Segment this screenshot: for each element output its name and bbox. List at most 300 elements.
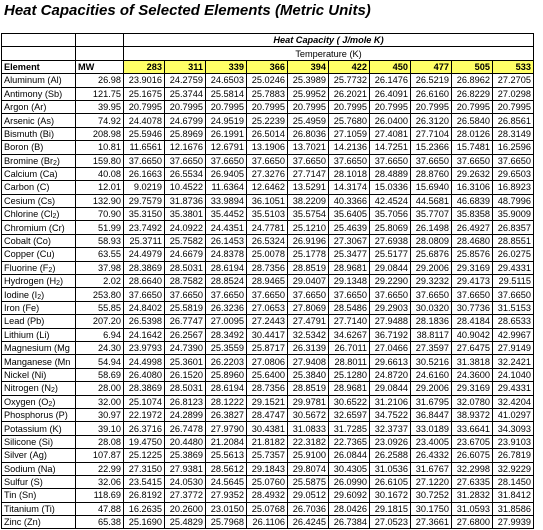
heat-capacity-cell: 27.7147 [288, 167, 329, 180]
heat-capacity-cell: 26.2588 [370, 449, 411, 462]
heat-capacity-cell: 37.6650 [206, 288, 247, 301]
element-name-cell: Sulfur (S) [2, 475, 76, 488]
heat-capacity-cell: 25.7357 [247, 449, 288, 462]
header-blank-cell [76, 34, 124, 47]
heat-capacity-cell: 27.8069 [288, 301, 329, 314]
element-name-cell: Bismuth (Bi) [2, 127, 76, 140]
heat-capacity-cell: 15.7481 [452, 141, 493, 154]
molecular-weight-cell: 107.87 [76, 449, 124, 462]
heat-capacity-cell: 25.8717 [247, 341, 288, 354]
molecular-weight-cell: 22.99 [76, 462, 124, 475]
table-row [2, 395, 534, 408]
heat-capacity-cell: 25.5814 [206, 87, 247, 100]
heat-capacity-cell: 28.8524 [206, 275, 247, 288]
heat-capacity-cell: 31.3818 [452, 355, 493, 368]
element-name-cell: Iodine $(I_2)$ [2, 288, 76, 301]
heat-capacity-cell: 28.9681 [329, 382, 370, 395]
heat-capacity-cell: 35.3150 [124, 208, 165, 221]
heat-capacity-cell: 27.3661 [411, 516, 452, 529]
heat-capacity-cell: 28.5031 [165, 261, 206, 274]
heat-capacity-cell: 46.6839 [452, 194, 493, 207]
heat-capacity-cell: 36.7192 [370, 328, 411, 341]
molecular-weight-cell: 55.85 [76, 301, 124, 314]
element-name-cell: Nickel (Ni) [2, 368, 76, 381]
heat-capacity-cell: 25.8969 [165, 127, 206, 140]
heat-capacity-cell: 29.6503 [493, 167, 534, 180]
heat-capacity-cell: 24.5645 [206, 475, 247, 488]
heat-capacity-cell: 26.7036 [288, 502, 329, 515]
molecular-weight-cell: 74.92 [76, 114, 124, 127]
heat-capacity-cell: 25.3744 [165, 87, 206, 100]
heat-capacity-cell: 37.6650 [411, 154, 452, 167]
heat-capacity-table [1, 33, 534, 529]
heat-capacity-cell: 27.3276 [247, 167, 288, 180]
heat-capacity-cell: 35.7707 [411, 208, 452, 221]
heat-capacity-cell: 29.4331 [493, 382, 534, 395]
heat-capacity-cell: 25.6400 [247, 368, 288, 381]
heat-capacity-cell: 25.3601 [165, 355, 206, 368]
element-name-cell: Aluminum (Al) [2, 74, 76, 87]
molecular-weight-cell: 2.02 [76, 275, 124, 288]
heat-capacity-cell: 25.1778 [288, 248, 329, 261]
heat-capacity-cell: 37.6650 [124, 288, 165, 301]
table-row [2, 449, 534, 462]
heat-capacity-cell: 28.4680 [452, 234, 493, 247]
table-row [2, 368, 534, 381]
heat-capacity-cell: 42.9967 [493, 328, 534, 341]
heat-capacity-cell: 27.0095 [206, 315, 247, 328]
molecular-weight-cell: 37.98 [76, 261, 124, 274]
heat-capacity-cell: 26.5534 [165, 167, 206, 180]
heat-capacity-cell: 38.9372 [452, 408, 493, 421]
heat-capacity-cell: 29.0844 [370, 261, 411, 274]
element-name-cell: Cobalt (Co) [2, 234, 76, 247]
heat-capacity-cell: 37.6650 [493, 288, 534, 301]
table-row [2, 355, 534, 368]
table-row [2, 167, 534, 180]
table-row [2, 382, 534, 395]
heat-capacity-cell: 29.1348 [329, 275, 370, 288]
heat-capacity-cell: 29.8074 [288, 462, 329, 475]
heat-capacity-cell: 11.6364 [206, 181, 247, 194]
heat-capacity-cell: 23.9103 [493, 435, 534, 448]
molecular-weight-cell: 39.95 [76, 100, 124, 113]
heat-capacity-cell: 30.1750 [411, 502, 452, 515]
temperature-column-header: 283 [124, 60, 165, 73]
heat-capacity-cell: 26.0275 [493, 248, 534, 261]
heat-capacity-cell: 27.0653 [247, 301, 288, 314]
heat-capacity-cell: 25.1675 [124, 87, 165, 100]
heat-capacity-cell: 25.7732 [329, 74, 370, 87]
element-name-cell: Antimony (Sb) [2, 87, 76, 100]
heat-capacity-cell: 30.4305 [329, 462, 370, 475]
molecular-weight-cell: 132.90 [76, 194, 124, 207]
heat-capacity-cell: 48.7996 [493, 194, 534, 207]
heat-capacity-cell: 37.6650 [288, 288, 329, 301]
heat-capacity-cell: 32.5342 [288, 328, 329, 341]
heat-capacity-cell: 27.6800 [452, 516, 493, 529]
element-name-cell: Silicone (Si) [2, 435, 76, 448]
heat-capacity-cell: 25.0246 [247, 74, 288, 87]
heat-capacity-cell: 24.0530 [165, 475, 206, 488]
molecular-weight-cell: 24.30 [76, 341, 124, 354]
heat-capacity-cell: 27.1220 [411, 475, 452, 488]
heat-capacity-cell: 26.8192 [124, 489, 165, 502]
heat-capacity-cell: 42.4524 [370, 194, 411, 207]
heat-capacity-cell: 31.8412 [493, 489, 534, 502]
heat-capacity-cell: 31.2832 [452, 489, 493, 502]
heat-capacity-cell: 24.9519 [206, 114, 247, 127]
heat-capacity-cell: 27.0523 [370, 516, 411, 529]
molecular-weight-cell: 58.93 [76, 234, 124, 247]
table-row [2, 502, 534, 515]
header-blank-cell [2, 34, 76, 47]
element-name-cell: Hydrogen $(H_2)$ [2, 275, 76, 288]
heat-capacity-cell: 37.6650 [165, 288, 206, 301]
heat-capacity-cell: 23.5415 [124, 475, 165, 488]
heat-capacity-cell: 27.9790 [206, 422, 247, 435]
heat-capacity-cell: 28.0809 [411, 234, 452, 247]
heat-capacity-cell: 20.7995 [124, 100, 165, 113]
heat-capacity-cell: 28.8551 [493, 234, 534, 247]
molecular-weight-cell: 30.97 [76, 408, 124, 421]
heat-capacity-cell: 29.0512 [288, 489, 329, 502]
heat-capacity-cell: 25.7582 [165, 234, 206, 247]
heat-capacity-cell: 20.7995 [206, 100, 247, 113]
heat-capacity-cell: 28.4889 [370, 167, 411, 180]
heat-capacity-cell: 30.4417 [247, 328, 288, 341]
heat-capacity-cell: 25.0078 [247, 248, 288, 261]
table-row [2, 181, 534, 194]
heat-capacity-cell: 26.3236 [206, 301, 247, 314]
heat-capacity-cell: 25.1074 [124, 395, 165, 408]
heat-capacity-cell: 26.1498 [411, 221, 452, 234]
heat-capacity-cell: 23.9016 [124, 74, 165, 87]
heat-capacity-cell: 27.4791 [288, 315, 329, 328]
heat-capacity-cell: 24.3600 [452, 368, 493, 381]
element-name-cell: Cesium (Cs) [2, 194, 76, 207]
heat-capacity-cell: 29.3169 [452, 382, 493, 395]
table-row [2, 154, 534, 167]
heat-capacity-cell: 20.7995 [165, 100, 206, 113]
heat-capacity-cell: 16.2596 [493, 141, 534, 154]
heat-capacity-cell: 28.9681 [329, 261, 370, 274]
element-name-cell: Arsenic (As) [2, 114, 76, 127]
element-name-cell: Phosphorus (P) [2, 408, 76, 421]
heat-capacity-cell: 23.0926 [370, 435, 411, 448]
element-name-cell: Lithium (Li) [2, 328, 76, 341]
molecular-weight-cell: 28.08 [76, 435, 124, 448]
heat-capacity-cell: 26.3827 [206, 408, 247, 421]
heat-capacity-cell: 29.1521 [247, 395, 288, 408]
heat-capacity-cell: 16.2635 [124, 502, 165, 515]
heat-capacity-cell: 26.1663 [124, 167, 165, 180]
heat-capacity-cell: 20.7995 [411, 100, 452, 113]
heat-capacity-cell: 25.2239 [247, 114, 288, 127]
heat-capacity-cell: 24.4078 [124, 114, 165, 127]
heat-capacity-cell: 24.4351 [206, 221, 247, 234]
heat-capacity-cell: 26.6075 [452, 449, 493, 462]
element-name-cell: Carbon (C) [2, 181, 76, 194]
heat-capacity-cell: 24.1642 [124, 328, 165, 341]
element-name-cell: Iron (Fe) [2, 301, 76, 314]
heat-capacity-cell: 26.3139 [288, 341, 329, 354]
element-name-cell: Potassium (K) [2, 422, 76, 435]
heat-capacity-cell: 25.6876 [411, 248, 452, 261]
heat-capacity-cell: 24.6160 [411, 368, 452, 381]
heat-capacity-cell: 26.8036 [288, 127, 329, 140]
heat-capacity-cell: 37.6650 [124, 154, 165, 167]
heat-capacity-cell: 27.2443 [247, 315, 288, 328]
heat-capacity-cell: 26.7011 [329, 341, 370, 354]
heat-capacity-cell: 37.6650 [370, 154, 411, 167]
heat-capacity-cell: 32.4204 [493, 395, 534, 408]
heat-capacity-cell: 32.9229 [493, 462, 534, 475]
table-row [2, 261, 534, 274]
heat-capacity-cell: 20.7995 [452, 100, 493, 113]
molecular-weight-cell: 118.69 [76, 489, 124, 502]
heat-capacity-cell: 26.9196 [288, 234, 329, 247]
heat-capacity-cell: 20.2600 [165, 502, 206, 515]
heat-capacity-cell: 15.6940 [411, 181, 452, 194]
temperature-column-header: 311 [165, 60, 206, 73]
table-row [2, 315, 534, 328]
heat-capacity-cell: 37.6650 [288, 154, 329, 167]
heat-capacity-cell: 38.8117 [411, 328, 452, 341]
table-row [2, 87, 534, 100]
heat-capacity-cell: 24.2759 [165, 74, 206, 87]
heat-capacity-cell: 27.9939 [493, 516, 534, 529]
heat-capacity-cell: 26.8962 [452, 74, 493, 87]
molecular-weight-cell: 28.00 [76, 382, 124, 395]
heat-capacity-cell: 34.6267 [329, 328, 370, 341]
heat-capacity-cell: 25.4639 [329, 221, 370, 234]
element-name-cell: Nitrogen $(N_2)$ [2, 382, 76, 395]
heat-capacity-cell: 25.1225 [124, 449, 165, 462]
heat-capacity-cell: 20.4480 [165, 435, 206, 448]
heat-capacity-cell: 40.9042 [452, 328, 493, 341]
heat-capacity-cell: 26.3120 [411, 114, 452, 127]
molecular-weight-cell: 12.01 [76, 181, 124, 194]
heat-capacity-cell: 29.2006 [411, 261, 452, 274]
heat-capacity-cell: 25.5875 [288, 475, 329, 488]
heat-capacity-cell: 36.8447 [411, 408, 452, 421]
molecular-weight-cell: 6.94 [76, 328, 124, 341]
heat-capacity-cell: 23.0150 [206, 502, 247, 515]
table-body [2, 34, 534, 529]
heat-capacity-cell: 27.4081 [370, 127, 411, 140]
heat-capacity-cell: 35.3801 [165, 208, 206, 221]
table-row [2, 408, 534, 421]
heat-capacity-cell: 25.3711 [124, 234, 165, 247]
table-row [2, 435, 534, 448]
heat-capacity-cell: 40.3366 [329, 194, 370, 207]
heat-capacity-cell: 29.6092 [329, 489, 370, 502]
heat-capacity-cell: 25.3989 [288, 74, 329, 87]
heat-capacity-cell: 26.2203 [206, 355, 247, 368]
heat-capacity-cell: 37.6650 [452, 288, 493, 301]
heat-capacity-cell: 30.0320 [411, 301, 452, 314]
heat-capacity-cell: 30.4381 [247, 422, 288, 435]
heat-capacity-cell: 28.4747 [247, 408, 288, 421]
heat-capacity-cell: 26.7384 [329, 516, 370, 529]
heat-capacity-cell: 27.0466 [370, 341, 411, 354]
heat-capacity-cell: 28.0126 [452, 127, 493, 140]
heat-capacity-cell: 26.5840 [452, 114, 493, 127]
heat-capacity-cell: 27.6475 [452, 341, 493, 354]
heat-capacity-cell: 35.4452 [206, 208, 247, 221]
table-row [2, 516, 534, 529]
table-row [2, 74, 534, 87]
element-name-cell: Boron (B) [2, 141, 76, 154]
heat-capacity-cell: 30.6522 [329, 395, 370, 408]
heat-capacity-cell: 25.5177 [370, 248, 411, 261]
temperature-column-header: 339 [206, 60, 247, 73]
heat-capacity-cell: 33.9894 [206, 194, 247, 207]
heat-capacity-cell: 28.5612 [206, 462, 247, 475]
heat-capacity-cell: 27.2705 [493, 74, 534, 87]
heat-capacity-cell: 21.2084 [206, 435, 247, 448]
heat-capacity-cell: 30.1672 [370, 489, 411, 502]
element-name-cell: Chlorine $(Cl_2)$ [2, 208, 76, 221]
heat-capacity-cell: 25.8576 [452, 248, 493, 261]
molecular-weight-cell: 32.00 [76, 395, 124, 408]
molecular-weight-cell: 253.80 [76, 288, 124, 301]
heat-capacity-cell: 29.5115 [493, 275, 534, 288]
heat-capacity-cell: 32.6597 [329, 408, 370, 421]
heat-capacity-cell: 28.4932 [247, 489, 288, 502]
heat-capacity-cell: 28.5031 [165, 382, 206, 395]
heat-capacity-cell: 30.7736 [452, 301, 493, 314]
table-row [2, 341, 534, 354]
table-row [2, 475, 534, 488]
heat-capacity-header: Heat Capacity ( J/mole K) [124, 34, 534, 47]
molecular-weight-cell: 32.06 [76, 475, 124, 488]
heat-capacity-cell: 27.0806 [247, 355, 288, 368]
table-row [2, 221, 534, 234]
molecular-weight-cell: 58.69 [76, 368, 124, 381]
header-row-columns [2, 60, 534, 73]
temperature-column-header: 394 [288, 60, 329, 73]
molecular-weight-cell: 51.99 [76, 221, 124, 234]
heat-capacity-cell: 29.2632 [452, 167, 493, 180]
heat-capacity-cell: 28.6194 [206, 382, 247, 395]
heat-capacity-cell: 28.1018 [329, 167, 370, 180]
heat-capacity-cell: 30.5672 [288, 408, 329, 421]
heat-capacity-cell: 13.7021 [288, 141, 329, 154]
heat-capacity-cell: 27.9352 [206, 489, 247, 502]
heat-capacity-cell: 37.6650 [165, 154, 206, 167]
heat-capacity-cell: 23.7492 [124, 221, 165, 234]
heat-capacity-cell: 11.6561 [124, 141, 165, 154]
heat-capacity-cell: 20.7995 [370, 100, 411, 113]
element-name-cell: Manganese (Mn [2, 355, 76, 368]
table-row [2, 462, 534, 475]
heat-capacity-cell: 22.7365 [329, 435, 370, 448]
heat-capacity-cell: 25.7680 [329, 114, 370, 127]
heat-capacity-cell: 37.6650 [247, 154, 288, 167]
heat-capacity-cell: 25.7883 [247, 87, 288, 100]
heat-capacity-cell: 26.1106 [247, 516, 288, 529]
temperature-column-header: 450 [370, 60, 411, 73]
heat-capacity-cell: 25.3840 [288, 368, 329, 381]
heat-capacity-cell: 31.8736 [165, 194, 206, 207]
heat-capacity-cell: 37.6650 [493, 154, 534, 167]
heat-capacity-cell: 28.8519 [288, 261, 329, 274]
element-name-cell: Fluorine $(F_2)$ [2, 261, 76, 274]
heat-capacity-cell: 35.8358 [452, 208, 493, 221]
heat-capacity-cell: 25.8960 [206, 368, 247, 381]
heat-capacity-cell: 26.4332 [411, 449, 452, 462]
heat-capacity-cell: 32.2421 [493, 355, 534, 368]
heat-capacity-cell: 38.2209 [288, 194, 329, 207]
heat-capacity-cell: 26.4080 [124, 368, 165, 381]
heat-capacity-cell: 16.3106 [452, 181, 493, 194]
heat-capacity-cell: 26.1991 [206, 127, 247, 140]
table-row [2, 127, 534, 140]
heat-capacity-cell: 31.6795 [411, 395, 452, 408]
molecular-weight-cell: 65.38 [76, 516, 124, 529]
heat-capacity-cell: 25.4829 [165, 516, 206, 529]
heat-capacity-cell: 37.6650 [329, 154, 370, 167]
heat-capacity-cell: 10.4522 [165, 181, 206, 194]
heat-capacity-cell: 41.0297 [493, 408, 534, 421]
heat-capacity-cell: 24.6503 [206, 74, 247, 87]
heat-capacity-cell: 29.4331 [493, 261, 534, 274]
heat-capacity-cell: 26.8123 [165, 395, 206, 408]
element-name-cell: Zinc (Zn) [2, 516, 76, 529]
header-row-heat-capacity [2, 34, 534, 47]
heat-capacity-cell: 29.9781 [288, 395, 329, 408]
heat-capacity-cell: 37.6650 [411, 288, 452, 301]
heat-capacity-cell: 24.8720 [370, 368, 411, 381]
heat-capacity-cell: 36.1051 [247, 194, 288, 207]
heat-capacity-cell: 37.6650 [452, 154, 493, 167]
heat-capacity-cell: 28.6640 [124, 275, 165, 288]
heat-capacity-cell: 28.1450 [493, 475, 534, 488]
heat-capacity-cell: 26.7747 [165, 315, 206, 328]
table-row [2, 248, 534, 261]
temperature-column-header: 505 [452, 60, 493, 73]
heat-capacity-cell: 26.6160 [411, 87, 452, 100]
heat-capacity-cell: 23.4005 [411, 435, 452, 448]
heat-capacity-cell: 24.7390 [165, 341, 206, 354]
heat-capacity-cell: 28.7356 [247, 261, 288, 274]
table-row [2, 208, 534, 221]
element-name-cell: Oxygen $(O_2)$ [2, 395, 76, 408]
heat-capacity-cell: 29.2006 [411, 382, 452, 395]
heat-capacity-cell: 27.3067 [329, 234, 370, 247]
heat-capacity-cell: 19.4750 [124, 435, 165, 448]
heat-capacity-cell: 25.5946 [124, 127, 165, 140]
heat-capacity-cell: 29.2903 [370, 301, 411, 314]
heat-capacity-cell: 26.0844 [329, 449, 370, 462]
heat-capacity-cell: 27.6335 [452, 475, 493, 488]
heat-capacity-cell: 29.1815 [370, 502, 411, 515]
molecular-weight-cell: 121.75 [76, 87, 124, 100]
molecular-weight-cell: 26.98 [76, 74, 124, 87]
heat-capacity-cell: 27.7140 [329, 315, 370, 328]
heat-capacity-cell: 30.7252 [411, 489, 452, 502]
molecular-weight-cell: 10.81 [76, 141, 124, 154]
heat-capacity-cell: 35.5103 [247, 208, 288, 221]
heat-capacity-cell: 26.7819 [493, 449, 534, 462]
temperature-column-header: 422 [329, 60, 370, 73]
heat-capacity-cell: 26.9405 [206, 167, 247, 180]
heat-capacity-cell: 32.3737 [370, 422, 411, 435]
element-name-cell: Copper (Cu) [2, 248, 76, 261]
heat-capacity-cell: 29.0407 [288, 275, 329, 288]
